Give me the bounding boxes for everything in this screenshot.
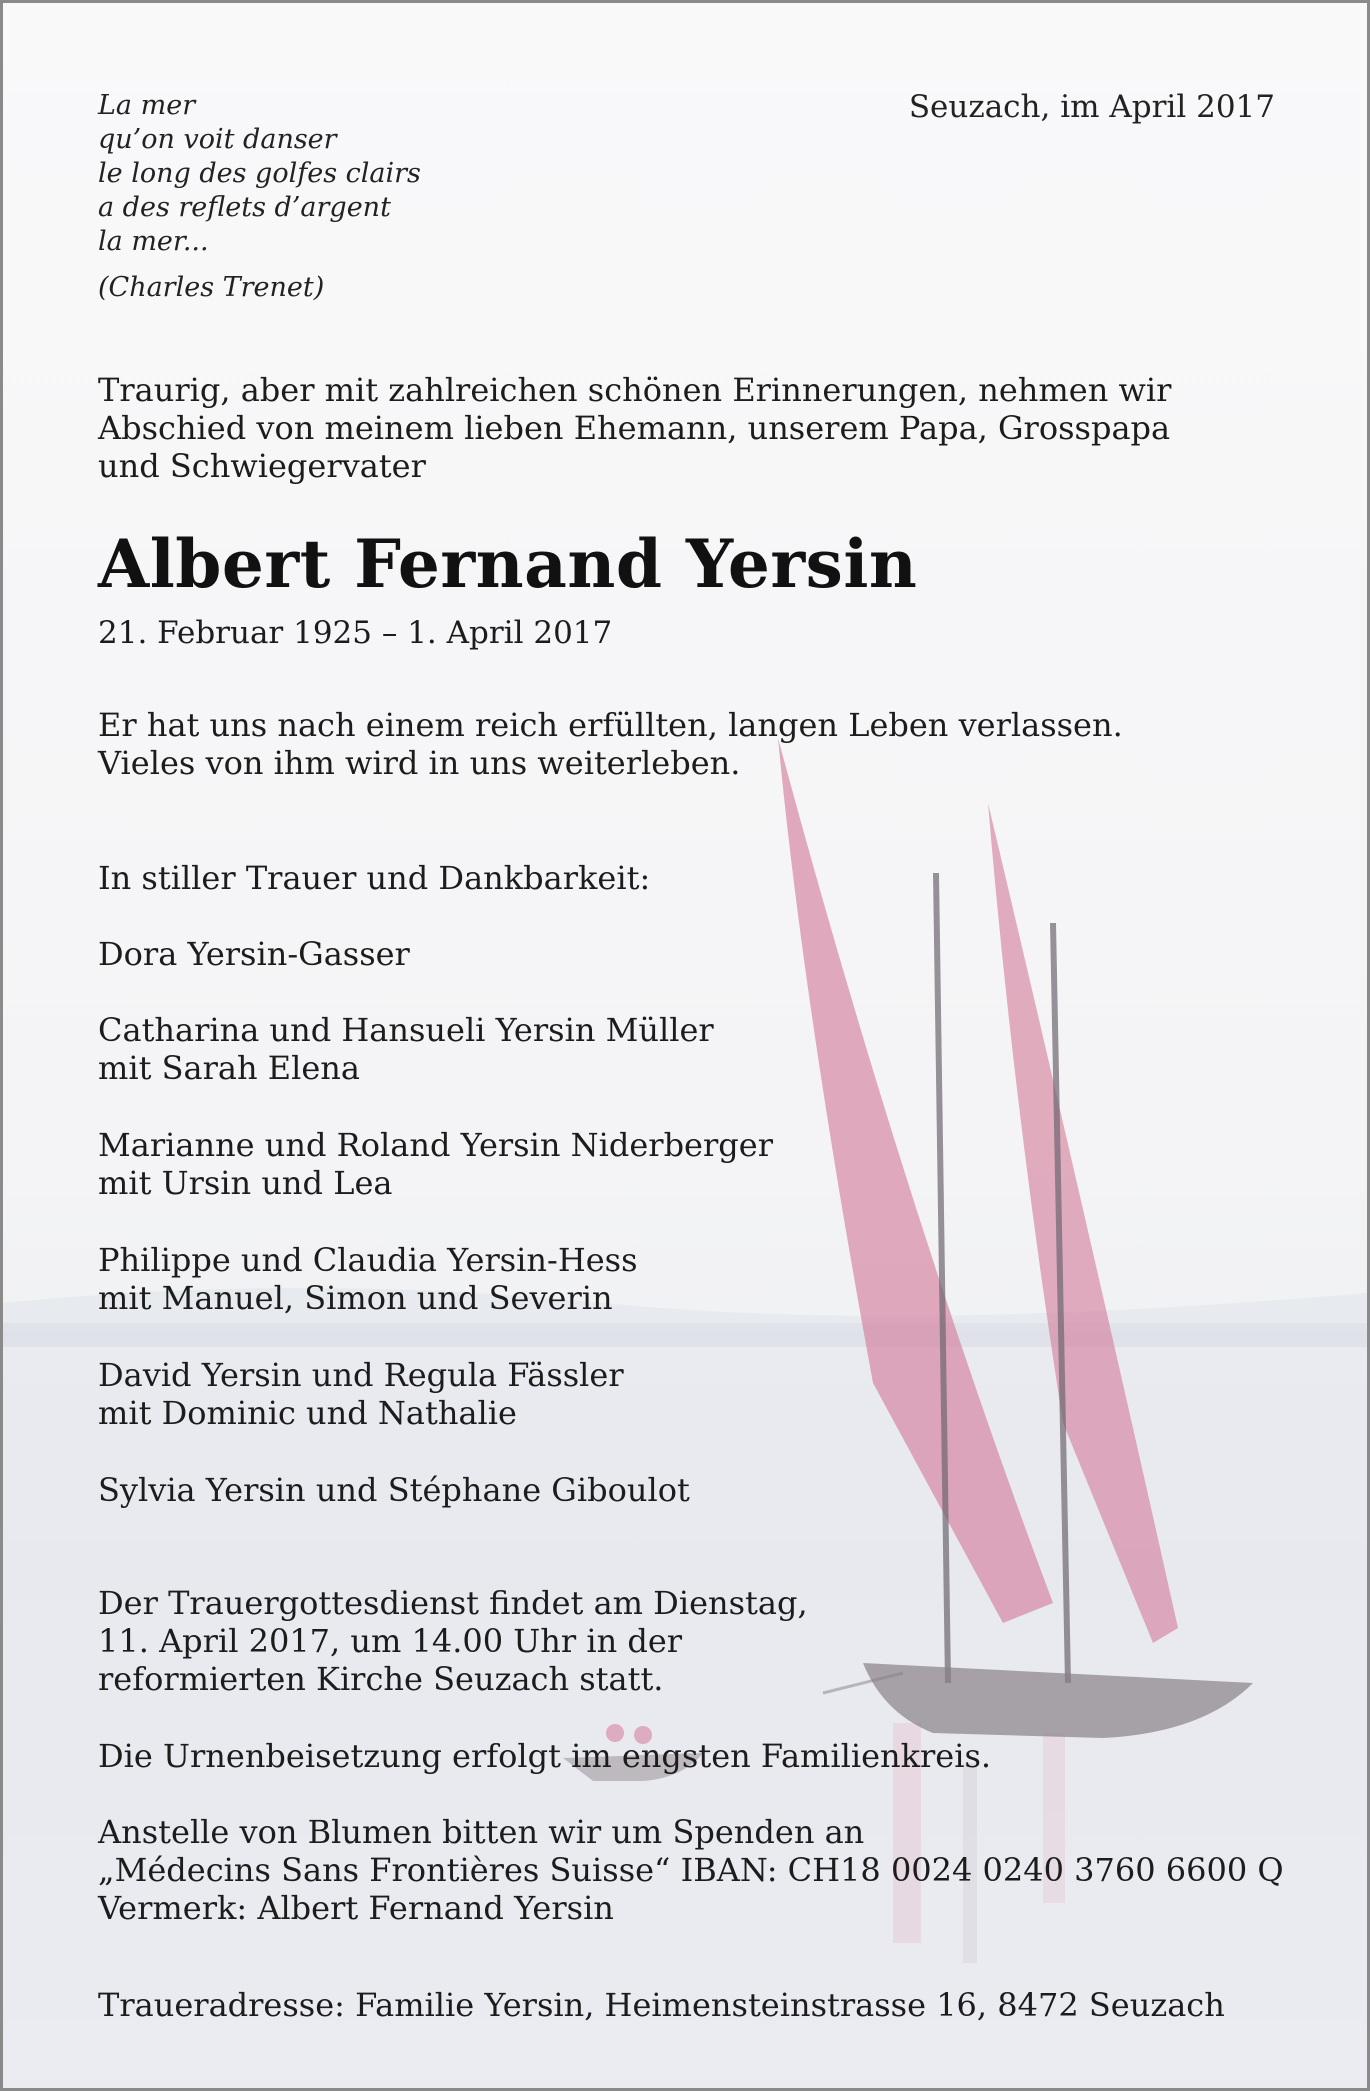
mourner-group	[98, 1011, 714, 1087]
mourner-line: mit Manuel, Simon und Severin	[98, 1279, 613, 1317]
poem-line: a des reflets d’argent	[98, 192, 391, 223]
urn-info: Die Urnenbeisetzung erfolgt im engsten Familienkreis.	[98, 1737, 992, 1775]
service-line: 11. April 2017, um 14.00 Uhr in der	[98, 1622, 683, 1660]
mourner-group	[98, 935, 410, 973]
mourner-line: mit Ursin und Lea	[98, 1164, 393, 1202]
life-dates: 21. Februar 1925 – 1. April 2017	[98, 615, 613, 651]
deceased-name: Albert Fernand Yersin	[98, 525, 918, 603]
mourner-group	[98, 1241, 638, 1317]
mourner-line: Philippe und Claudia Yersin-Hess	[98, 1241, 638, 1279]
poem-line: la mer...	[98, 226, 209, 257]
poem-quote	[98, 89, 421, 305]
mourner-line: David Yersin und Regula Fässler	[98, 1356, 624, 1394]
intro-text	[98, 371, 1298, 485]
donation-line: Vermerk: Albert Fernand Yersin	[98, 1889, 614, 1927]
place-date: Seuzach, im April 2017	[908, 89, 1275, 125]
mourner-line: mit Sarah Elena	[98, 1049, 360, 1087]
mourner-group	[98, 1471, 690, 1509]
donation-info	[98, 1813, 1284, 1927]
poem-line: le long des golfes clairs	[98, 158, 421, 189]
intro-line: Traurig, aber mit zahlreichen schönen Erinnerungen, nehmen wir	[98, 371, 1172, 409]
message-line: Vieles von ihm wird in uns weiterleben.	[98, 744, 741, 782]
donation-line: Anstelle von Blumen bitten wir um Spenden an	[98, 1813, 865, 1851]
mourner-line: Dora Yersin-Gasser	[98, 935, 410, 973]
mourner-line: Marianne und Roland Yersin Niderberger	[98, 1126, 773, 1164]
mourning-address: Traueradresse: Familie Yersin, Heimensteinstrasse 16, 8472 Seuzach	[98, 1986, 1225, 2024]
donation-line: „Médecins Sans Frontières Suisse“ IBAN: CH18 0024 0240 3760 6600 Q	[98, 1851, 1284, 1889]
mourner-line: Catharina und Hansueli Yersin Müller	[98, 1011, 714, 1049]
mourner-group	[98, 1356, 624, 1432]
mourner-line: mit Dominic und Nathalie	[98, 1394, 517, 1432]
poem-line: La mer	[98, 90, 196, 121]
mourning-heading: In stiller Trauer und Dankbarkeit:	[98, 859, 651, 897]
mourner-group	[98, 1126, 773, 1202]
service-line: reformierten Kirche Seuzach statt.	[98, 1660, 664, 1698]
intro-line: und Schwiegervater	[98, 447, 426, 485]
intro-line: Abschied von meinem lieben Ehemann, unserem Papa, Grosspapa	[98, 409, 1171, 447]
message-line: Er hat uns nach einem reich erfüllten, langen Leben verlassen.	[98, 706, 1123, 744]
service-info	[98, 1584, 808, 1698]
message-text	[98, 706, 1123, 782]
poem-line: qu’on voit danser	[98, 124, 337, 155]
poem-author: (Charles Trenet)	[98, 272, 325, 303]
mourner-line: Sylvia Yersin und Stéphane Giboulot	[98, 1471, 690, 1509]
service-line: Der Trauergottesdienst findet am Dienstag,	[98, 1584, 808, 1622]
